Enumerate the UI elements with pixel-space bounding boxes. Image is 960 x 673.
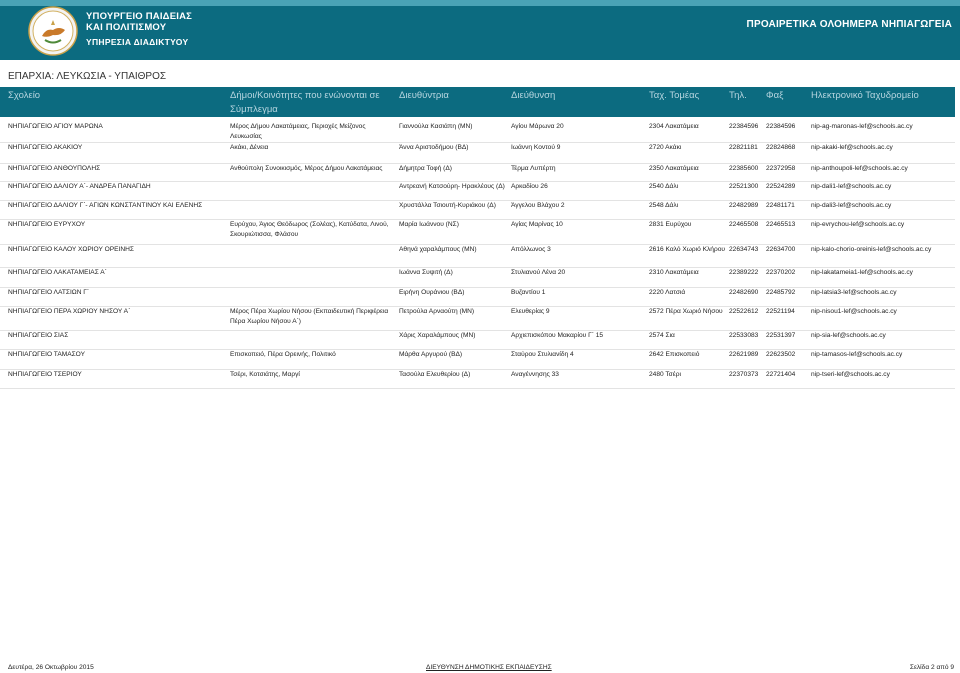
cell-address: Άγγελου Βλάχου 2 [511,202,565,209]
cell-director: Ιωάννα Συψιτή (Δ) [399,269,453,276]
col-director: Διευθύντρια [399,90,449,101]
ministry-name [86,11,192,33]
ministry-line-1: ΥΠΟΥΡΓΕΙΟ ΠΑΙΔΕΙΑΣ [86,11,193,22]
cell-school: ΝΗΠΙΑΓΩΓΕΙΟ ΠΕΡΑ ΧΩΡΙΟΥ ΝΗΣΟΥ Α΄ [8,308,131,315]
cell-director: Χάρις Χαραλάμπους (ΜΝ) [399,332,476,339]
cell-postal: 2310 Λακατάμεια [649,269,699,276]
cell-communities: Ακάκι, Δένεια [230,144,269,151]
cell-postal: 2720 Ακάκι [649,144,682,151]
cyprus-emblem-icon [28,6,78,56]
ministry-line-2: ΚΑΙ ΠΟΛΙΤΙΣΜΟΥ [86,22,167,33]
col-fax: Φαξ [766,90,784,101]
col-postal: Ταχ. Τομέας [649,90,700,101]
cell-phone: 22482690 [729,289,759,296]
cell-school: ΝΗΠΙΑΓΩΓΕΙΟ ΤΣΕΡΙΟΥ [8,371,82,378]
table-row [0,121,955,143]
cell-email[interactable]: nip-latsia3-lef@schools.ac.cy [811,289,897,296]
cell-postal: 2350 Λακατάμεια [649,165,699,172]
table-row [0,349,955,370]
cell-address: Στυλιανού Λένα 20 [511,269,566,276]
cell-school: ΝΗΠΙΑΓΩΓΕΙΟ ΕΥΡΥΧΟΥ [8,221,86,228]
table-row [0,219,955,245]
table-header [0,87,955,117]
cell-school: ΝΗΠΙΑΓΩΓΕΙΟ ΑΓΙΟΥ ΜΑΡΩΝΑ [8,123,103,130]
cell-phone: 22370373 [729,371,759,378]
cell-address: Αναγέννησης 33 [511,371,559,378]
cell-postal: 2831 Ευρύχου [649,221,692,228]
table-row [0,200,955,220]
cell-email[interactable]: nip-tseri-lef@schools.ac.cy [811,371,890,378]
cell-director: Πετρούλα Αρναούτη (ΜΝ) [399,308,475,315]
footer-page-number: Σελίδα 2 από 9 [909,664,954,671]
cell-director: Τασούλα Ελευθερίου (Δ) [399,371,471,378]
table-row [0,330,955,350]
col-email: Ηλεκτρονικό Ταχυδρομείο [811,90,919,101]
cell-school: ΝΗΠΙΑΓΩΓΕΙΟ ΑΚΑΚΙΟΥ [8,144,83,151]
cell-communities: Ανθούπολη Συνοικισμός, Μέρος Δήμου Λακατάμειας [230,165,383,172]
cell-phone: 22521300 [729,183,759,190]
cell-school: ΝΗΠΙΑΓΩΓΕΙΟ ΛΑΚΑΤΑΜΕΙΑΣ Α΄ [8,269,107,276]
col-school: Σχολείο [8,90,41,101]
cell-phone: 22384596 [729,123,759,130]
cell-address: Αγίας Μαρίνας 10 [511,221,563,228]
cell-fax: 22481171 [766,202,795,209]
cell-communities: Επισκοπειό, Πέρα Ορεινής, Πολιτικό [230,351,336,358]
cell-email[interactable]: nip-ag-maronas-lef@schools.ac.cy [811,123,913,130]
cell-address: Σταύρου Στυλιανίδη 4 [511,351,574,358]
cell-phone: 22385600 [729,165,759,172]
cell-director: Άννα Αριστοδήμου (ΒΔ) [399,144,469,151]
cell-postal: 2304 Λακατάμεια [649,123,699,130]
cell-fax: 22524289 [766,183,796,190]
table-row [0,142,955,164]
cell-phone: 22821181 [729,144,758,151]
cell-director: Αντρεανή Κατσούρη- Ηρακλέους (Δ) [399,183,505,190]
cell-postal: 2572 Πέρα Χωριό Νήσου [649,308,723,315]
cell-fax: 22824868 [766,144,796,151]
cell-director: Μαρία Ιωάννου (ΝΣ) [399,221,459,228]
col-communities: Δήμοι/Κοινότητες που ενώνονται σε Σύμπλεγμα [230,90,380,115]
cell-phone: 22482989 [729,202,759,209]
cell-email[interactable]: nip-akaki-lef@schools.ac.cy [811,144,893,151]
cell-school: ΝΗΠΙΑΓΩΓΕΙΟ ΚΑΛΟΥ ΧΩΡΙΟΥ ΟΡΕΙΝΗΣ [8,246,134,253]
cell-fax: 22634700 [766,246,796,253]
cell-postal: 2574 Σια [649,332,675,339]
program-title: ΠΡΟΑΙΡΕΤΙΚΑ ΟΛΟΗΜΕΡΑ ΝΗΠΙΑΓΩΓΕΙΑ [746,19,952,30]
cell-postal: 2540 Δάλι [649,183,679,190]
cell-phone: 22522612 [729,308,759,315]
cell-school: ΝΗΠΙΑΓΩΓΕΙΟ ΔΑΛΙΟΥ Α΄- ΑΝΔΡΕΑ ΠΑΝΑΓΙΔΗ [8,183,151,190]
site-banner [0,0,960,60]
cell-email[interactable]: nip-nisou1-lef@schools.ac.cy [811,308,897,315]
cell-address: Βυζαντίου 1 [511,289,546,296]
cell-email[interactable]: nip-kalo-chorio-oreinis-lef@schools.ac.cy [811,246,932,253]
cell-school: ΝΗΠΙΑΓΩΓΕΙΟ ΤΑΜΑΣΟΥ [8,351,85,358]
cell-phone: 22389222 [729,269,759,276]
cell-email[interactable]: nip-tamasos-lef@schools.ac.cy [811,351,903,358]
col-address: Διεύθυνση [511,90,556,101]
cell-fax: 22521194 [766,308,795,315]
cell-postal: 2616 Καλό Χωριό Κλήρου [649,246,725,253]
banner-stripe [0,0,960,6]
cell-postal: 2480 Τσέρι [649,371,681,378]
cell-fax: 22372958 [766,165,796,172]
cell-address: Ιωάννη Κοντού 9 [511,144,561,151]
cell-communities: Μέρος Πέρα Χωρίου Νήσου (Εκπαιδευτική Περιφέρεια Πέρα Χωρίου Νήσου Α΄) [230,308,389,325]
cell-address: Τέρμα Λυπέρτη [511,165,556,172]
cell-school: ΝΗΠΙΑΓΩΓΕΙΟ ΣΙΑΣ [8,332,69,339]
cell-email[interactable]: nip-anthoupoli-lef@schools.ac.cy [811,165,908,172]
cell-email[interactable]: nip-lakatameia1-lef@schools.ac.cy [811,269,913,276]
cell-phone: 22634743 [729,246,759,253]
cell-director: Δήμητρα Τοφή (Δ) [399,165,452,172]
cell-address: Αρχιεπισκόπου Μακαρίου Γ΄ 15 [511,332,604,339]
footer-department: ΔΙΕΥΘΥΝΣΗ ΔΗΜΟΤΙΚΗΣ ΕΚΠΑΙΔΕΥΣΗΣ [426,664,552,671]
cell-postal: 2642 Επισκοπειό [649,351,700,358]
cell-email[interactable]: nip-sia-lef@schools.ac.cy [811,332,886,339]
cell-school: ΝΗΠΙΑΓΩΓΕΙΟ ΛΑΤΣΙΩΝ Γ΄ [8,289,90,296]
cell-director: Χρυστάλλα Τσιουτή-Κυριάκου (Δ) [399,202,496,209]
service-name: ΥΠΗΡΕΣΙΑ ΔΙΑΔΙΚΤΥΟΥ [86,37,189,47]
cell-director: Ειρήνη Ουράνιου (ΒΔ) [399,289,465,296]
cell-address: Αγίου Μάρωνα 20 [511,123,564,130]
cell-phone: 22533083 [729,332,759,339]
cell-postal: 2548 Δάλι [649,202,679,209]
cell-fax: 22370202 [766,269,796,276]
region-heading: ΕΠΑΡΧΙΑ: ΛΕΥΚΩΣΙΑ - ΥΠΑΙΘΡΟΣ [8,71,167,82]
footer-date: Δευτέρα, 26 Οκτωβρίου 2015 [8,664,94,671]
cell-fax: 22384596 [766,123,796,130]
cell-postal: 2220 Λατσιά [649,289,686,296]
table-row [0,369,955,389]
cell-phone: 22621989 [729,351,759,358]
cell-school: ΝΗΠΙΑΓΩΓΕΙΟ ΔΑΛΙΟΥ Γ΄- ΑΓΙΩΝ ΚΩΝΣΤΑΝΤΙΝΟΥ ΚΑΙ ΕΛΕΝΗΣ [8,202,203,209]
cell-phone: 22465508 [729,221,759,228]
cell-fax: 22623502 [766,351,796,358]
cell-email[interactable]: nip-dali3-lef@schools.ac.cy [811,202,892,209]
cell-communities: Τσέρι, Κοτσιάτης, Μαργί [230,371,300,378]
col-phone: Τηλ. [729,90,747,101]
cell-communities: Μέρος Δήμου Λακατάμειας, Περιοχές Μείζονος Λευκωσίας [230,123,366,140]
cell-email[interactable]: nip-dali1-lef@schools.ac.cy [811,183,892,190]
cell-email[interactable]: nip-evrychou-lef@schools.ac.cy [811,221,905,228]
table-row [0,306,955,331]
cell-fax: 22485792 [766,289,796,296]
cell-school: ΝΗΠΙΑΓΩΓΕΙΟ ΑΝΘΟΥΠΟΛΗΣ [8,165,101,172]
cell-communities: Ευρύχου, Άγιος Θεόδωρος (Σολέας), Κατύδατα, Λινού, Σκουριώτισσα, Φλάσου [230,221,389,238]
cell-fax: 22531397 [766,332,796,339]
table-row [0,244,955,268]
cell-director: Μάρθα Αργυρού (ΒΔ) [399,351,463,358]
cell-director: Αθηνά χαραλάμπους (ΜΝ) [399,246,477,253]
cell-fax: 22465513 [766,221,796,228]
cell-address: Αρκαδίου 26 [511,183,548,190]
table-row [0,181,955,201]
cell-director: Γιαννούλα Κασιάπη (ΜΝ) [399,123,473,130]
table-row [0,287,955,307]
cell-address: Ελευθερίας 9 [511,308,550,315]
table-row [0,163,955,182]
table-row [0,267,955,288]
cell-address: Απόλλωνος 3 [511,246,551,253]
cell-fax: 22721404 [766,371,796,378]
